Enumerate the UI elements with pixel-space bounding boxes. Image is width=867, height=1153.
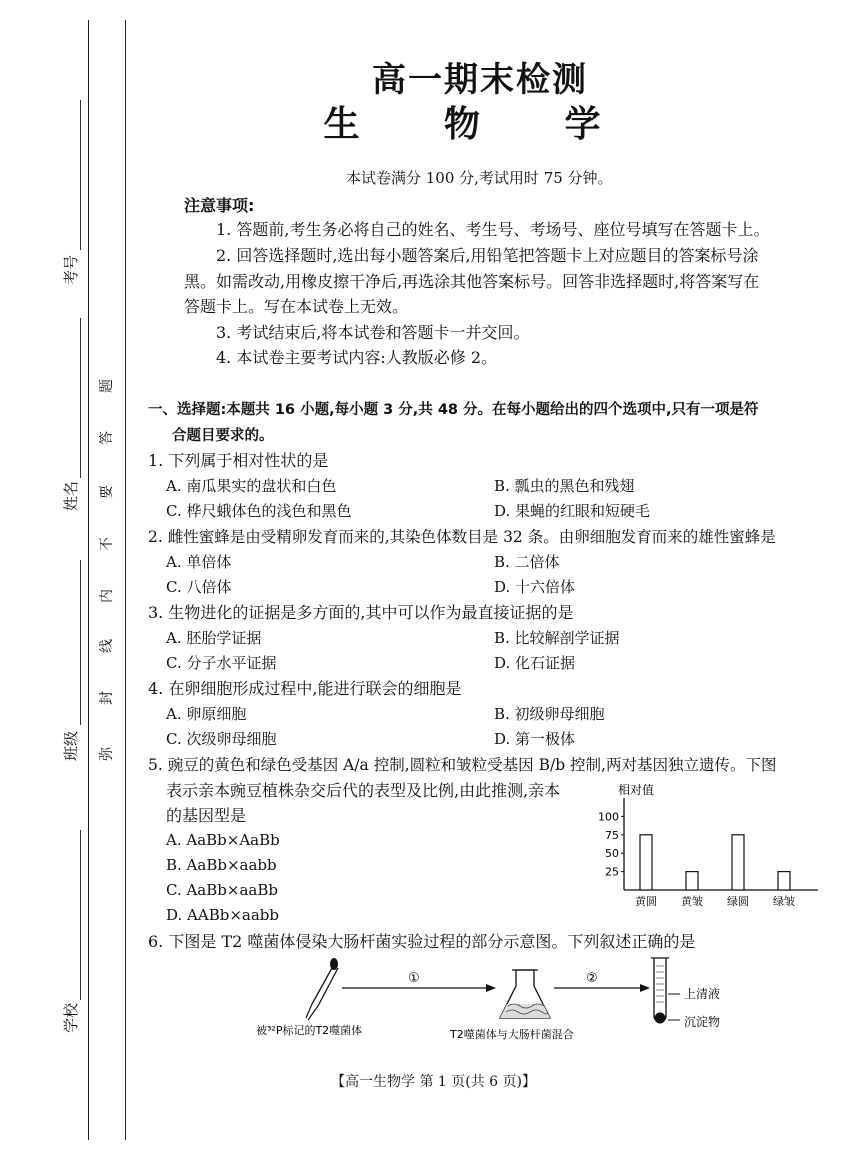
- banji-blank[interactable]: [80, 560, 81, 725]
- chart-bar-4: [778, 872, 790, 890]
- q3-stem: 3. 生物进化的证据是多方面的,其中可以作为最直接证据的是: [148, 603, 574, 622]
- q1-stem: 1. 下列属于相对性状的是: [148, 451, 329, 470]
- chart-ylabel: 相对值: [618, 783, 655, 797]
- q5-stem-2: 表示亲本豌豆植株杂交后代的表型及比例,由此推测,亲本: [166, 781, 561, 800]
- margin-rule-left: [88, 20, 89, 1140]
- q1-option-b[interactable]: B. 瓢虫的黑色和残翅: [494, 477, 635, 495]
- chart-x-label-4: 绿皱: [773, 895, 795, 908]
- notice-line-6: 4. 本试卷主要考试内容:人教版必修 2。: [216, 348, 498, 367]
- chart-bar-2: [686, 872, 698, 890]
- notice-heading: 注意事项:: [184, 196, 255, 215]
- q3-option-b[interactable]: B. 比较解剖学证据: [494, 629, 620, 647]
- q2-stem: 2. 雌性蜜蜂是由受精卵发育而来的,其染色体数目是 32 条。由卵细胞发育而来的雄性蜜蜂是: [148, 528, 776, 546]
- q4-option-a[interactable]: A. 卵原细胞: [166, 705, 247, 723]
- q5-option-d[interactable]: D. AABb×aabb: [166, 906, 279, 924]
- chart-x-label-1: 黄圆: [635, 895, 657, 908]
- q3-option-c[interactable]: C. 分子水平证据: [166, 654, 277, 672]
- chart-x-label-3: 绿圆: [727, 895, 749, 908]
- q1-option-a[interactable]: A. 南瓜果实的盘状和白色: [166, 477, 337, 495]
- q2-option-d[interactable]: D. 十六倍体: [494, 578, 576, 596]
- notice-line-4: 答题卡上。写在本试卷上无效。: [184, 297, 409, 316]
- warning-char-1: 弥: [99, 747, 115, 761]
- step-2-label: ②: [586, 971, 598, 986]
- q4-option-d[interactable]: D. 第一极体: [494, 730, 576, 748]
- q5-option-a[interactable]: A. AaBb×AaBb: [166, 831, 280, 849]
- kaohao-label: 考号: [62, 255, 80, 286]
- chart-y-tick-label: 25: [605, 865, 619, 879]
- xingming-blank[interactable]: [80, 318, 81, 478]
- q4-stem: 4. 在卵细胞形成过程中,能进行联会的细胞是: [148, 679, 462, 698]
- exam-title: 高一期末检测: [372, 60, 588, 100]
- q6-stem: 6. 下图是 T2 噬菌体侵染大肠杆菌实验过程的部分示意图。下列叙述正确的是: [148, 932, 696, 951]
- xuexiao-label: 学校: [62, 1003, 80, 1034]
- q5-bar-chart: [586, 780, 826, 910]
- supernatant-label: 上清液: [684, 987, 721, 1001]
- q6-experiment-diagram: [250, 950, 740, 1050]
- sediment-label: 沉淀物: [684, 1015, 721, 1029]
- notice-line-3: 黑。如需改动,用橡皮擦干净后,再选涂其他答案标号。回答非选择题时,将答案写在: [184, 272, 760, 291]
- warning-char-6: 要: [99, 485, 115, 499]
- q2-option-a[interactable]: A. 单倍体: [166, 553, 232, 571]
- subject-title: 生 物 学: [323, 104, 637, 145]
- chart-y-tick-label: 100: [598, 810, 619, 824]
- margin-rule-right: [125, 20, 126, 1140]
- chart-y-tick-label: 50: [605, 847, 619, 861]
- chart-x-label-2: 黄皱: [681, 895, 703, 908]
- banji-label: 班级: [62, 731, 80, 762]
- q4-option-b[interactable]: B. 初级卵母细胞: [494, 705, 605, 723]
- step-1-label: ①: [408, 971, 420, 986]
- xingming-label: 姓名: [62, 481, 80, 512]
- q5-stem-3: 的基因型是: [166, 806, 247, 825]
- exam-info: 本试卷满分 100 分,考试用时 75 分钟。: [346, 169, 613, 187]
- notice-line-1: 1. 答题前,考生务必将自己的姓名、考生号、考场号、座位号填写在答题卡上。: [216, 220, 770, 239]
- xuexiao-blank[interactable]: [80, 830, 81, 1000]
- warning-char-7: 答: [99, 431, 115, 445]
- page-footer: 【高一生物学 第 1 页(共 6 页)】: [331, 1074, 536, 1090]
- q5-option-c[interactable]: C. AaBb×aaBb: [166, 881, 278, 899]
- dropper-icon: [306, 958, 338, 1020]
- phage-label: 被³²P标记的T2噬菌体: [256, 1024, 363, 1037]
- q4-option-c[interactable]: C. 次级卵母细胞: [166, 730, 277, 748]
- chart-y-tick-label: 75: [605, 828, 619, 842]
- q3-option-d[interactable]: D. 化石证据: [494, 654, 576, 672]
- notice-line-5: 3. 考试结束后,将本试卷和答题卡一并交回。: [216, 323, 530, 342]
- warning-char-2: 封: [99, 691, 115, 705]
- warning-char-3: 线: [99, 639, 115, 653]
- warning-char-8: 题: [99, 379, 115, 393]
- q3-option-a[interactable]: A. 胚胎学证据: [166, 629, 262, 647]
- q5-stem-1: 5. 豌豆的黄色和绿色受基因 A/a 控制,圆粒和皱粒受基因 B/b 控制,两对基因独立遗传。下图: [148, 756, 777, 774]
- test-tube-icon: [651, 958, 669, 1024]
- q2-option-c[interactable]: C. 八倍体: [166, 578, 232, 596]
- chart-bar-3: [732, 835, 744, 890]
- warning-char-4: 内: [99, 589, 115, 603]
- q2-option-b[interactable]: B. 二倍体: [494, 553, 560, 571]
- section-heading: 一、选择题:本题共 16 小题,每小题 3 分,共 48 分。在每小题给出的四个选项中,只有一项是符: [148, 402, 759, 418]
- section-heading-cont: 合题目要求的。: [172, 428, 274, 444]
- q1-option-c[interactable]: C. 桦尺蛾体色的浅色和黑色: [166, 502, 352, 520]
- warning-char-5: 不: [99, 537, 115, 551]
- q5-option-b[interactable]: B. AaBb×aabb: [166, 856, 277, 874]
- mix-label: T2噬菌体与大肠杆菌混合: [450, 1028, 574, 1041]
- chart-bar-1: [640, 835, 652, 890]
- notice-line-2: 2. 回答选择题时,选出每小题答案后,用铅笔把答题卡上对应题目的答案标号涂: [216, 246, 759, 265]
- q1-option-d[interactable]: D. 果蝇的红眼和短硬毛: [494, 502, 651, 520]
- flask-icon: [500, 970, 550, 1018]
